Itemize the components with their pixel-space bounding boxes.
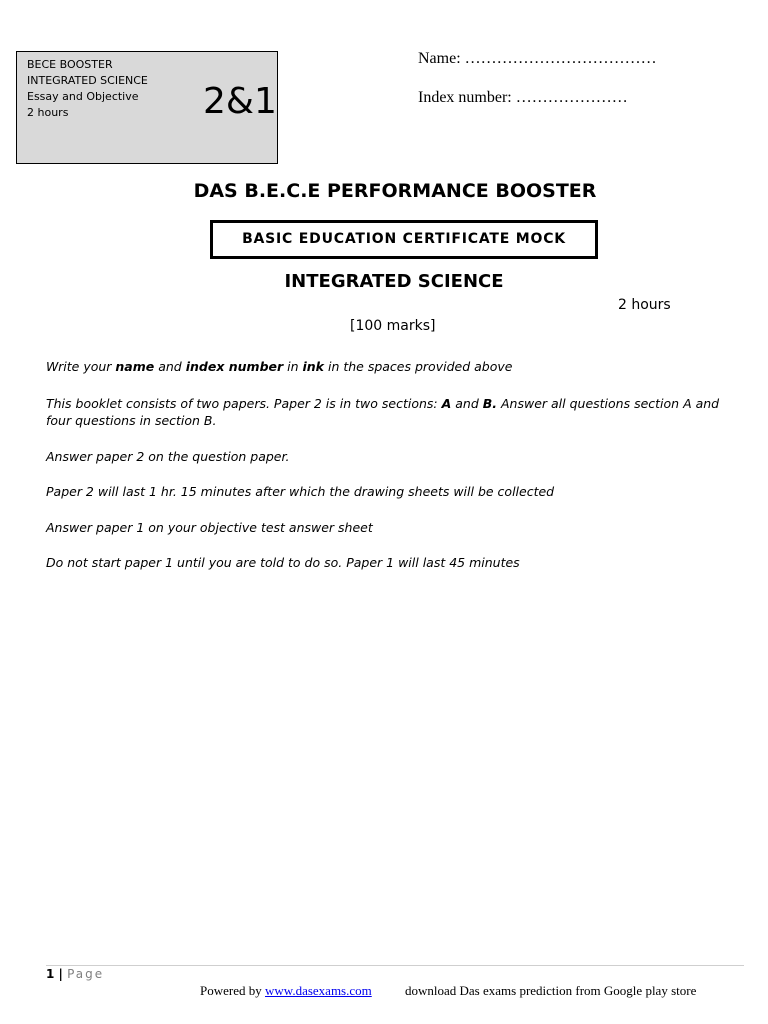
candidate-name-field: Name: ……………………………… <box>418 50 657 67</box>
page-number: 1 <box>46 967 55 981</box>
powered-by-line <box>200 983 372 999</box>
info-booster-line: BECE BOOSTER <box>27 58 113 71</box>
instruction-item: Do not start paper 1 until you are told to do so. Paper 1 will last 45 minutes <box>46 555 520 570</box>
subject-heading: INTEGRATED SCIENCE <box>284 271 504 292</box>
instruction-item: Answer paper 1 on your objective test answer sheet <box>46 520 373 535</box>
instruction-item: This booklet consists of two papers. Paper 2 is in two sections: A and B. Answer all questions section A and four questions in section B. <box>46 396 720 428</box>
exam-type-box: BASIC EDUCATION CERTIFICATE MOCK <box>210 220 598 259</box>
marks-word: marks] <box>382 318 436 334</box>
download-note: download Das exams prediction from Google play store <box>405 983 697 998</box>
instruction-item: Paper 2 will last 1 hr. 15 minutes after which the drawing sheets will be collected <box>46 484 555 499</box>
total-marks <box>350 318 436 334</box>
document-title: DAS B.E.C.E PERFORMANCE BOOSTER <box>193 180 597 202</box>
website-link[interactable]: www.dasexams.com <box>265 983 372 998</box>
marks-open-bracket: [ <box>350 318 356 334</box>
instruction-item: Write your name and index number in ink in the spaces provided above <box>46 359 513 374</box>
candidate-index-field: Index number: ………………… <box>418 89 628 106</box>
powered-by-text: Powered by <box>200 983 265 998</box>
page-word: Page <box>67 967 105 981</box>
instruction-item: Answer paper 2 on the question paper. <box>46 449 290 464</box>
page-separator: | <box>54 967 68 981</box>
paper-info-lines <box>27 57 148 121</box>
marks-number: 100 <box>355 318 383 334</box>
page-number-label <box>46 967 104 981</box>
paper-code: 2&1 <box>203 81 277 122</box>
info-subject-line: INTEGRATED SCIENCE <box>27 74 148 87</box>
exam-duration: 2 hours <box>618 297 671 313</box>
footer-divider <box>46 965 744 966</box>
info-duration-line: 2 hours <box>27 106 69 119</box>
info-format-line: Essay and Objective <box>27 90 139 103</box>
paper-info-box <box>16 51 278 164</box>
